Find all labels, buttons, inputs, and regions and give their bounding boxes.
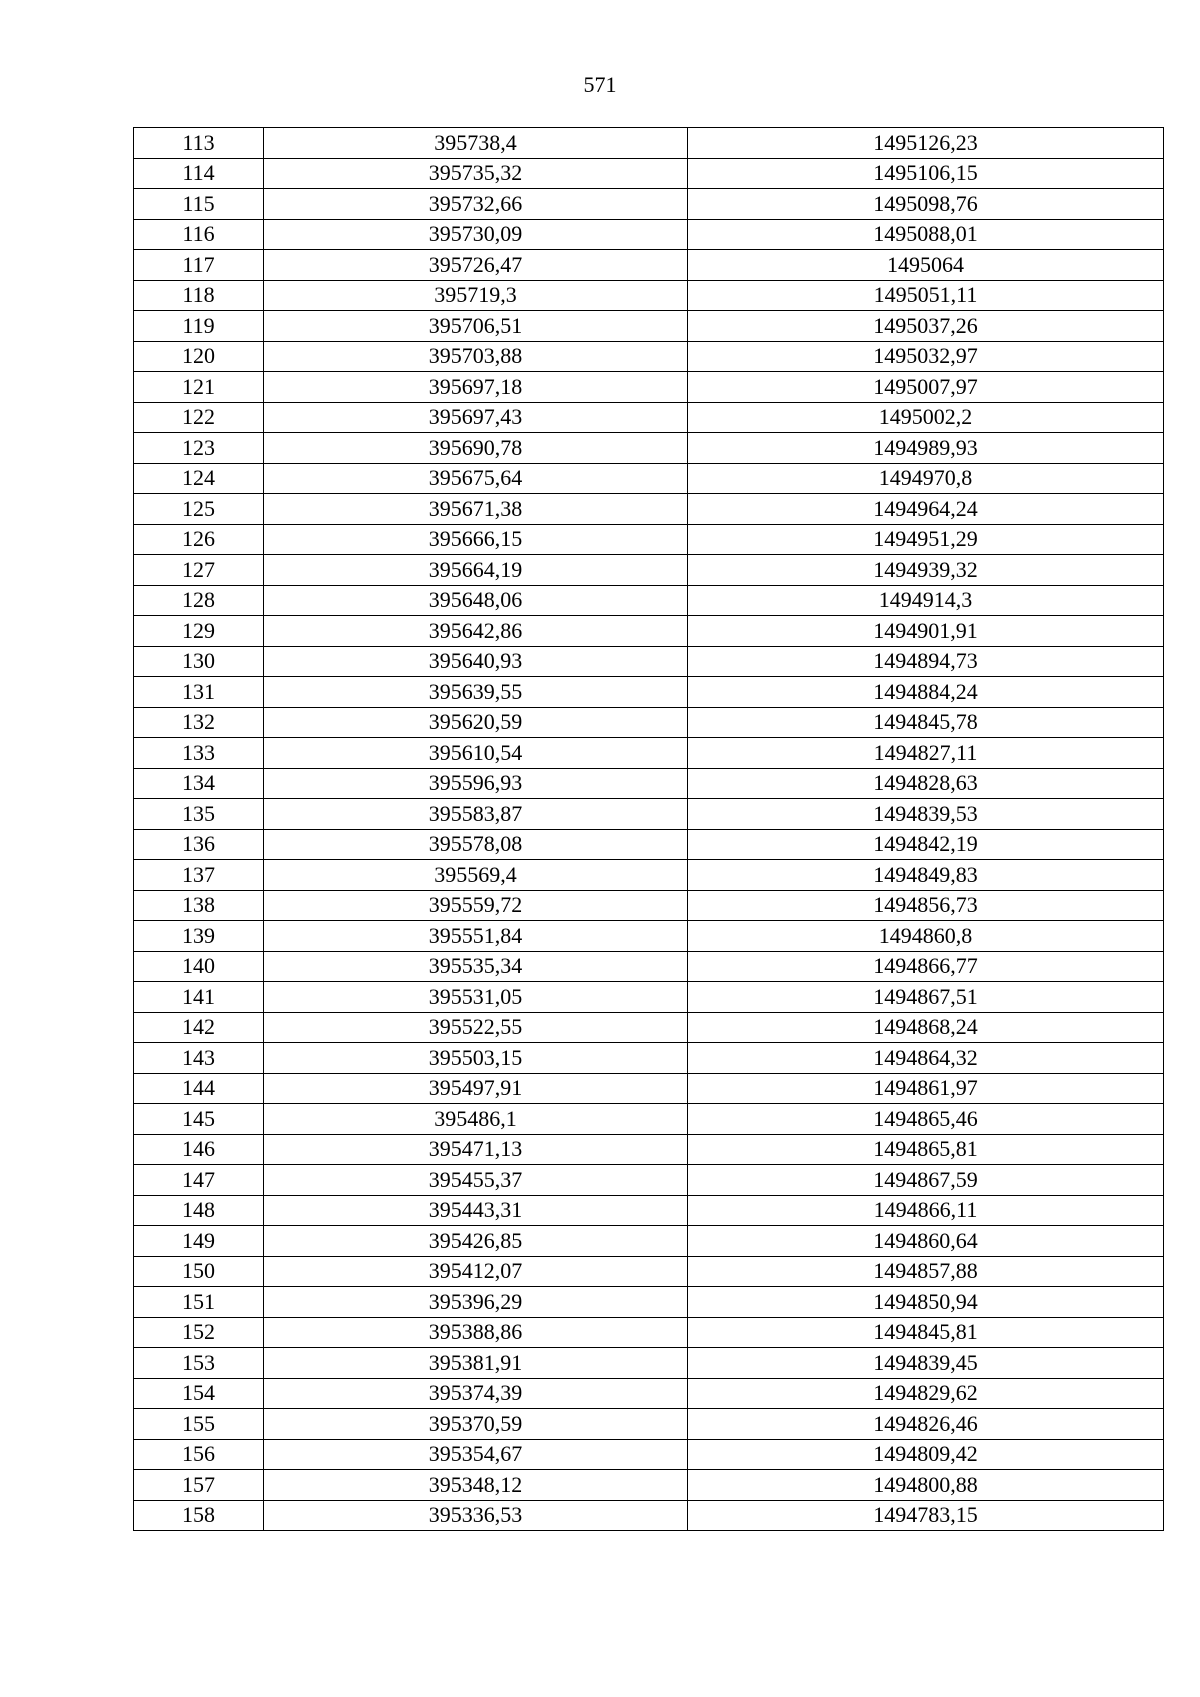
table-row bbox=[134, 768, 1164, 799]
point-number-cell: 150 bbox=[134, 1256, 264, 1287]
point-number-cell: 133 bbox=[134, 738, 264, 769]
table-row bbox=[134, 189, 1164, 220]
table-row bbox=[134, 433, 1164, 464]
y-coordinate-cell: 1494800,88 bbox=[688, 1470, 1164, 1501]
x-coordinate-cell: 395690,78 bbox=[264, 433, 688, 464]
point-number-cell: 151 bbox=[134, 1287, 264, 1318]
x-coordinate-cell: 395697,43 bbox=[264, 402, 688, 433]
table-row bbox=[134, 280, 1164, 311]
table-row bbox=[134, 463, 1164, 494]
point-number-cell: 135 bbox=[134, 799, 264, 830]
x-coordinate-cell: 395706,51 bbox=[264, 311, 688, 342]
x-coordinate-cell: 395455,37 bbox=[264, 1165, 688, 1196]
table-row bbox=[134, 341, 1164, 372]
x-coordinate-cell: 395443,31 bbox=[264, 1195, 688, 1226]
x-coordinate-cell: 395374,39 bbox=[264, 1378, 688, 1409]
x-coordinate-cell: 395551,84 bbox=[264, 921, 688, 952]
y-coordinate-cell: 1494842,19 bbox=[688, 829, 1164, 860]
y-coordinate-cell: 1495051,11 bbox=[688, 280, 1164, 311]
point-number-cell: 115 bbox=[134, 189, 264, 220]
table-row bbox=[134, 616, 1164, 647]
table-row bbox=[134, 799, 1164, 830]
y-coordinate-cell: 1494894,73 bbox=[688, 646, 1164, 677]
point-number-cell: 130 bbox=[134, 646, 264, 677]
x-coordinate-cell: 395388,86 bbox=[264, 1317, 688, 1348]
y-coordinate-cell: 1494845,81 bbox=[688, 1317, 1164, 1348]
x-coordinate-cell: 395639,55 bbox=[264, 677, 688, 708]
x-coordinate-cell: 395719,3 bbox=[264, 280, 688, 311]
x-coordinate-cell: 395559,72 bbox=[264, 890, 688, 921]
table-row bbox=[134, 707, 1164, 738]
y-coordinate-cell: 1494850,94 bbox=[688, 1287, 1164, 1318]
y-coordinate-cell: 1494989,93 bbox=[688, 433, 1164, 464]
point-number-cell: 156 bbox=[134, 1439, 264, 1470]
point-number-cell: 148 bbox=[134, 1195, 264, 1226]
point-number-cell: 132 bbox=[134, 707, 264, 738]
table-row bbox=[134, 1378, 1164, 1409]
point-number-cell: 127 bbox=[134, 555, 264, 586]
point-number-cell: 154 bbox=[134, 1378, 264, 1409]
y-coordinate-cell: 1494964,24 bbox=[688, 494, 1164, 525]
table-row bbox=[134, 1317, 1164, 1348]
x-coordinate-cell: 395486,1 bbox=[264, 1104, 688, 1135]
x-coordinate-cell: 395640,93 bbox=[264, 646, 688, 677]
y-coordinate-cell: 1494866,11 bbox=[688, 1195, 1164, 1226]
y-coordinate-cell: 1494884,24 bbox=[688, 677, 1164, 708]
point-number-cell: 144 bbox=[134, 1073, 264, 1104]
point-number-cell: 113 bbox=[134, 128, 264, 159]
x-coordinate-cell: 395583,87 bbox=[264, 799, 688, 830]
x-coordinate-cell: 395348,12 bbox=[264, 1470, 688, 1501]
point-number-cell: 140 bbox=[134, 951, 264, 982]
x-coordinate-cell: 395697,18 bbox=[264, 372, 688, 403]
point-number-cell: 136 bbox=[134, 829, 264, 860]
coordinates-table bbox=[133, 127, 1164, 1531]
point-number-cell: 131 bbox=[134, 677, 264, 708]
x-coordinate-cell: 395412,07 bbox=[264, 1256, 688, 1287]
y-coordinate-cell: 1494868,24 bbox=[688, 1012, 1164, 1043]
y-coordinate-cell: 1494827,11 bbox=[688, 738, 1164, 769]
y-coordinate-cell: 1495037,26 bbox=[688, 311, 1164, 342]
point-number-cell: 126 bbox=[134, 524, 264, 555]
y-coordinate-cell: 1495064 bbox=[688, 250, 1164, 281]
y-coordinate-cell: 1495126,23 bbox=[688, 128, 1164, 159]
y-coordinate-cell: 1494867,59 bbox=[688, 1165, 1164, 1196]
y-coordinate-cell: 1494839,45 bbox=[688, 1348, 1164, 1379]
y-coordinate-cell: 1494867,51 bbox=[688, 982, 1164, 1013]
y-coordinate-cell: 1494826,46 bbox=[688, 1409, 1164, 1440]
y-coordinate-cell: 1494951,29 bbox=[688, 524, 1164, 555]
table-row bbox=[134, 158, 1164, 189]
table-row bbox=[134, 1470, 1164, 1501]
table-row bbox=[134, 311, 1164, 342]
table-row bbox=[134, 402, 1164, 433]
x-coordinate-cell: 395620,59 bbox=[264, 707, 688, 738]
point-number-cell: 129 bbox=[134, 616, 264, 647]
y-coordinate-cell: 1494857,88 bbox=[688, 1256, 1164, 1287]
y-coordinate-cell: 1494866,77 bbox=[688, 951, 1164, 982]
y-coordinate-cell: 1494914,3 bbox=[688, 585, 1164, 616]
table-row bbox=[134, 555, 1164, 586]
table-row bbox=[134, 1012, 1164, 1043]
point-number-cell: 121 bbox=[134, 372, 264, 403]
y-coordinate-cell: 1494829,62 bbox=[688, 1378, 1164, 1409]
point-number-cell: 147 bbox=[134, 1165, 264, 1196]
y-coordinate-cell: 1494865,46 bbox=[688, 1104, 1164, 1135]
point-number-cell: 119 bbox=[134, 311, 264, 342]
table-row bbox=[134, 372, 1164, 403]
y-coordinate-cell: 1494970,8 bbox=[688, 463, 1164, 494]
x-coordinate-cell: 395642,86 bbox=[264, 616, 688, 647]
point-number-cell: 124 bbox=[134, 463, 264, 494]
x-coordinate-cell: 395596,93 bbox=[264, 768, 688, 799]
point-number-cell: 146 bbox=[134, 1134, 264, 1165]
table-row bbox=[134, 494, 1164, 525]
table-row bbox=[134, 921, 1164, 952]
x-coordinate-cell: 395671,38 bbox=[264, 494, 688, 525]
table-row bbox=[134, 1409, 1164, 1440]
x-coordinate-cell: 395664,19 bbox=[264, 555, 688, 586]
x-coordinate-cell: 395675,64 bbox=[264, 463, 688, 494]
y-coordinate-cell: 1494861,97 bbox=[688, 1073, 1164, 1104]
x-coordinate-cell: 395666,15 bbox=[264, 524, 688, 555]
table-row bbox=[134, 1348, 1164, 1379]
y-coordinate-cell: 1494839,53 bbox=[688, 799, 1164, 830]
y-coordinate-cell: 1494865,81 bbox=[688, 1134, 1164, 1165]
table-row bbox=[134, 1073, 1164, 1104]
y-coordinate-cell: 1494860,8 bbox=[688, 921, 1164, 952]
x-coordinate-cell: 395535,34 bbox=[264, 951, 688, 982]
y-coordinate-cell: 1495106,15 bbox=[688, 158, 1164, 189]
table-row bbox=[134, 1165, 1164, 1196]
point-number-cell: 137 bbox=[134, 860, 264, 891]
point-number-cell: 145 bbox=[134, 1104, 264, 1135]
x-coordinate-cell: 395730,09 bbox=[264, 219, 688, 250]
x-coordinate-cell: 395726,47 bbox=[264, 250, 688, 281]
point-number-cell: 114 bbox=[134, 158, 264, 189]
page-number: 571 bbox=[583, 72, 617, 97]
point-number-cell: 141 bbox=[134, 982, 264, 1013]
point-number-cell: 123 bbox=[134, 433, 264, 464]
table-row bbox=[134, 128, 1164, 159]
x-coordinate-cell: 395738,4 bbox=[264, 128, 688, 159]
point-number-cell: 158 bbox=[134, 1500, 264, 1531]
point-number-cell: 149 bbox=[134, 1226, 264, 1257]
x-coordinate-cell: 395354,67 bbox=[264, 1439, 688, 1470]
y-coordinate-cell: 1495032,97 bbox=[688, 341, 1164, 372]
y-coordinate-cell: 1494939,32 bbox=[688, 555, 1164, 586]
table-row bbox=[134, 524, 1164, 555]
table-row bbox=[134, 250, 1164, 281]
y-coordinate-cell: 1494860,64 bbox=[688, 1226, 1164, 1257]
y-coordinate-cell: 1495002,2 bbox=[688, 402, 1164, 433]
x-coordinate-cell: 395396,29 bbox=[264, 1287, 688, 1318]
x-coordinate-cell: 395732,66 bbox=[264, 189, 688, 220]
x-coordinate-cell: 395569,4 bbox=[264, 860, 688, 891]
y-coordinate-cell: 1494849,83 bbox=[688, 860, 1164, 891]
point-number-cell: 128 bbox=[134, 585, 264, 616]
y-coordinate-cell: 1494901,91 bbox=[688, 616, 1164, 647]
point-number-cell: 157 bbox=[134, 1470, 264, 1501]
point-number-cell: 117 bbox=[134, 250, 264, 281]
table-row bbox=[134, 1195, 1164, 1226]
point-number-cell: 139 bbox=[134, 921, 264, 952]
point-number-cell: 116 bbox=[134, 219, 264, 250]
table-row bbox=[134, 646, 1164, 677]
y-coordinate-cell: 1494809,42 bbox=[688, 1439, 1164, 1470]
table-row bbox=[134, 1287, 1164, 1318]
x-coordinate-cell: 395578,08 bbox=[264, 829, 688, 860]
point-number-cell: 143 bbox=[134, 1043, 264, 1074]
table-row bbox=[134, 890, 1164, 921]
table-row bbox=[134, 1043, 1164, 1074]
table-row bbox=[134, 219, 1164, 250]
table-row bbox=[134, 738, 1164, 769]
y-coordinate-cell: 1494856,73 bbox=[688, 890, 1164, 921]
point-number-cell: 120 bbox=[134, 341, 264, 372]
point-number-cell: 152 bbox=[134, 1317, 264, 1348]
table-row bbox=[134, 1439, 1164, 1470]
x-coordinate-cell: 395503,15 bbox=[264, 1043, 688, 1074]
y-coordinate-cell: 1494845,78 bbox=[688, 707, 1164, 738]
table-row bbox=[134, 585, 1164, 616]
x-coordinate-cell: 395735,32 bbox=[264, 158, 688, 189]
y-coordinate-cell: 1494864,32 bbox=[688, 1043, 1164, 1074]
table-row bbox=[134, 951, 1164, 982]
table-row bbox=[134, 1500, 1164, 1531]
x-coordinate-cell: 395370,59 bbox=[264, 1409, 688, 1440]
y-coordinate-cell: 1494828,63 bbox=[688, 768, 1164, 799]
point-number-cell: 142 bbox=[134, 1012, 264, 1043]
x-coordinate-cell: 395497,91 bbox=[264, 1073, 688, 1104]
x-coordinate-cell: 395426,85 bbox=[264, 1226, 688, 1257]
point-number-cell: 153 bbox=[134, 1348, 264, 1379]
table-body bbox=[134, 128, 1164, 1531]
y-coordinate-cell: 1495088,01 bbox=[688, 219, 1164, 250]
table-row bbox=[134, 1134, 1164, 1165]
y-coordinate-cell: 1495007,97 bbox=[688, 372, 1164, 403]
point-number-cell: 122 bbox=[134, 402, 264, 433]
x-coordinate-cell: 395703,88 bbox=[264, 341, 688, 372]
table-row bbox=[134, 1226, 1164, 1257]
x-coordinate-cell: 395522,55 bbox=[264, 1012, 688, 1043]
point-number-cell: 118 bbox=[134, 280, 264, 311]
x-coordinate-cell: 395648,06 bbox=[264, 585, 688, 616]
point-number-cell: 138 bbox=[134, 890, 264, 921]
point-number-cell: 125 bbox=[134, 494, 264, 525]
x-coordinate-cell: 395336,53 bbox=[264, 1500, 688, 1531]
point-number-cell: 134 bbox=[134, 768, 264, 799]
x-coordinate-cell: 395531,05 bbox=[264, 982, 688, 1013]
table-row bbox=[134, 1256, 1164, 1287]
table-row bbox=[134, 860, 1164, 891]
x-coordinate-cell: 395610,54 bbox=[264, 738, 688, 769]
y-coordinate-cell: 1495098,76 bbox=[688, 189, 1164, 220]
table-row bbox=[134, 1104, 1164, 1135]
table-row bbox=[134, 677, 1164, 708]
table-row bbox=[134, 829, 1164, 860]
y-coordinate-cell: 1494783,15 bbox=[688, 1500, 1164, 1531]
table-row bbox=[134, 982, 1164, 1013]
x-coordinate-cell: 395381,91 bbox=[264, 1348, 688, 1379]
point-number-cell: 155 bbox=[134, 1409, 264, 1440]
x-coordinate-cell: 395471,13 bbox=[264, 1134, 688, 1165]
